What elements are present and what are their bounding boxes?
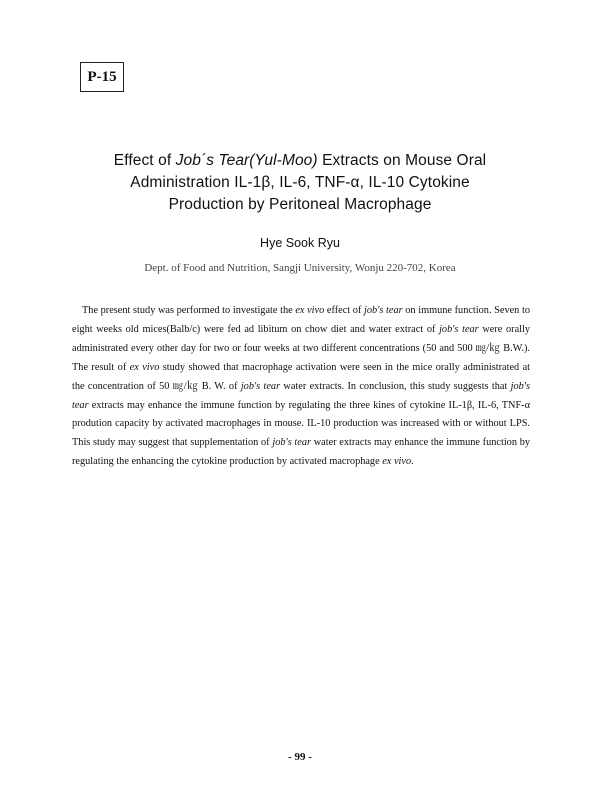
paper-title — [60, 150, 540, 216]
abstract-segment: extracts may enhance the immune function by regulating the three kines of cytokine IL-1β, IL-6, TNF-α prodution capacity by activated macrophages in mouse. IL-10 production was increased with or without LPS. This study may suggest that supplementation of — [72, 399, 530, 449]
affiliation: Dept. of Food and Nutrition, Sangji University, Wonju 220-702, Korea — [144, 262, 456, 274]
title-text: Effect of — [113, 152, 176, 169]
abstract-italic: ex vivo — [129, 361, 160, 373]
page-number: - 99 - — [288, 751, 312, 763]
abstract-segment: study showed that macrophage activation were seen in the mice orally administrated at the concentration of 50 ㎎/㎏ B. W. of — [72, 361, 530, 392]
abstract-text — [72, 302, 530, 472]
abstract-segment: were orally administrated every other day for two or four weeks at two different concentrations (50 and 500 ㎎/㎏ B.W.). The result of — [72, 323, 531, 373]
abstract-italic: job's tear — [364, 305, 403, 316]
abstract-segment: on immune function. Seven to eight weeks old mices(Balb/c) were fed ad libitum on chow diet and water extract of — [72, 305, 530, 335]
title-italic-text: Job´s Tear(Yul-Moo) — [175, 152, 318, 169]
abstract-segment: . — [411, 456, 414, 468]
author-name: Hye Sook Ryu — [260, 236, 340, 250]
title-text: Extracts on Mouse Oral — [317, 152, 487, 169]
abstract-italic: job's tear — [439, 323, 479, 335]
title-line-2: Administration IL-1β, IL-6, TNF-α, IL-10 Cytokine — [130, 174, 470, 191]
abstract-segment: effect of — [324, 305, 365, 316]
abstract-italic: ex vivo — [295, 305, 325, 316]
poster-id: P-15 — [87, 68, 117, 85]
title-line-1 — [60, 150, 540, 172]
title-line-3: Production by Peritoneal Macrophage — [168, 196, 432, 213]
abstract-italic: job's tear — [72, 380, 530, 411]
abstract-italic: job's tear — [272, 437, 311, 449]
abstract-segment: water extracts may enhance the immune function by regulating the enhancing the cytokine production by activated macrophage — [72, 437, 530, 468]
abstract-segment: The present study was performed to investigate the — [82, 305, 296, 316]
abstract-segment: water extracts. In conclusion, this study suggests that — [280, 380, 511, 392]
abstract-italic: ex vivo — [382, 456, 412, 468]
abstract-italic: job's tear — [240, 380, 281, 392]
poster-id-box — [80, 62, 124, 92]
